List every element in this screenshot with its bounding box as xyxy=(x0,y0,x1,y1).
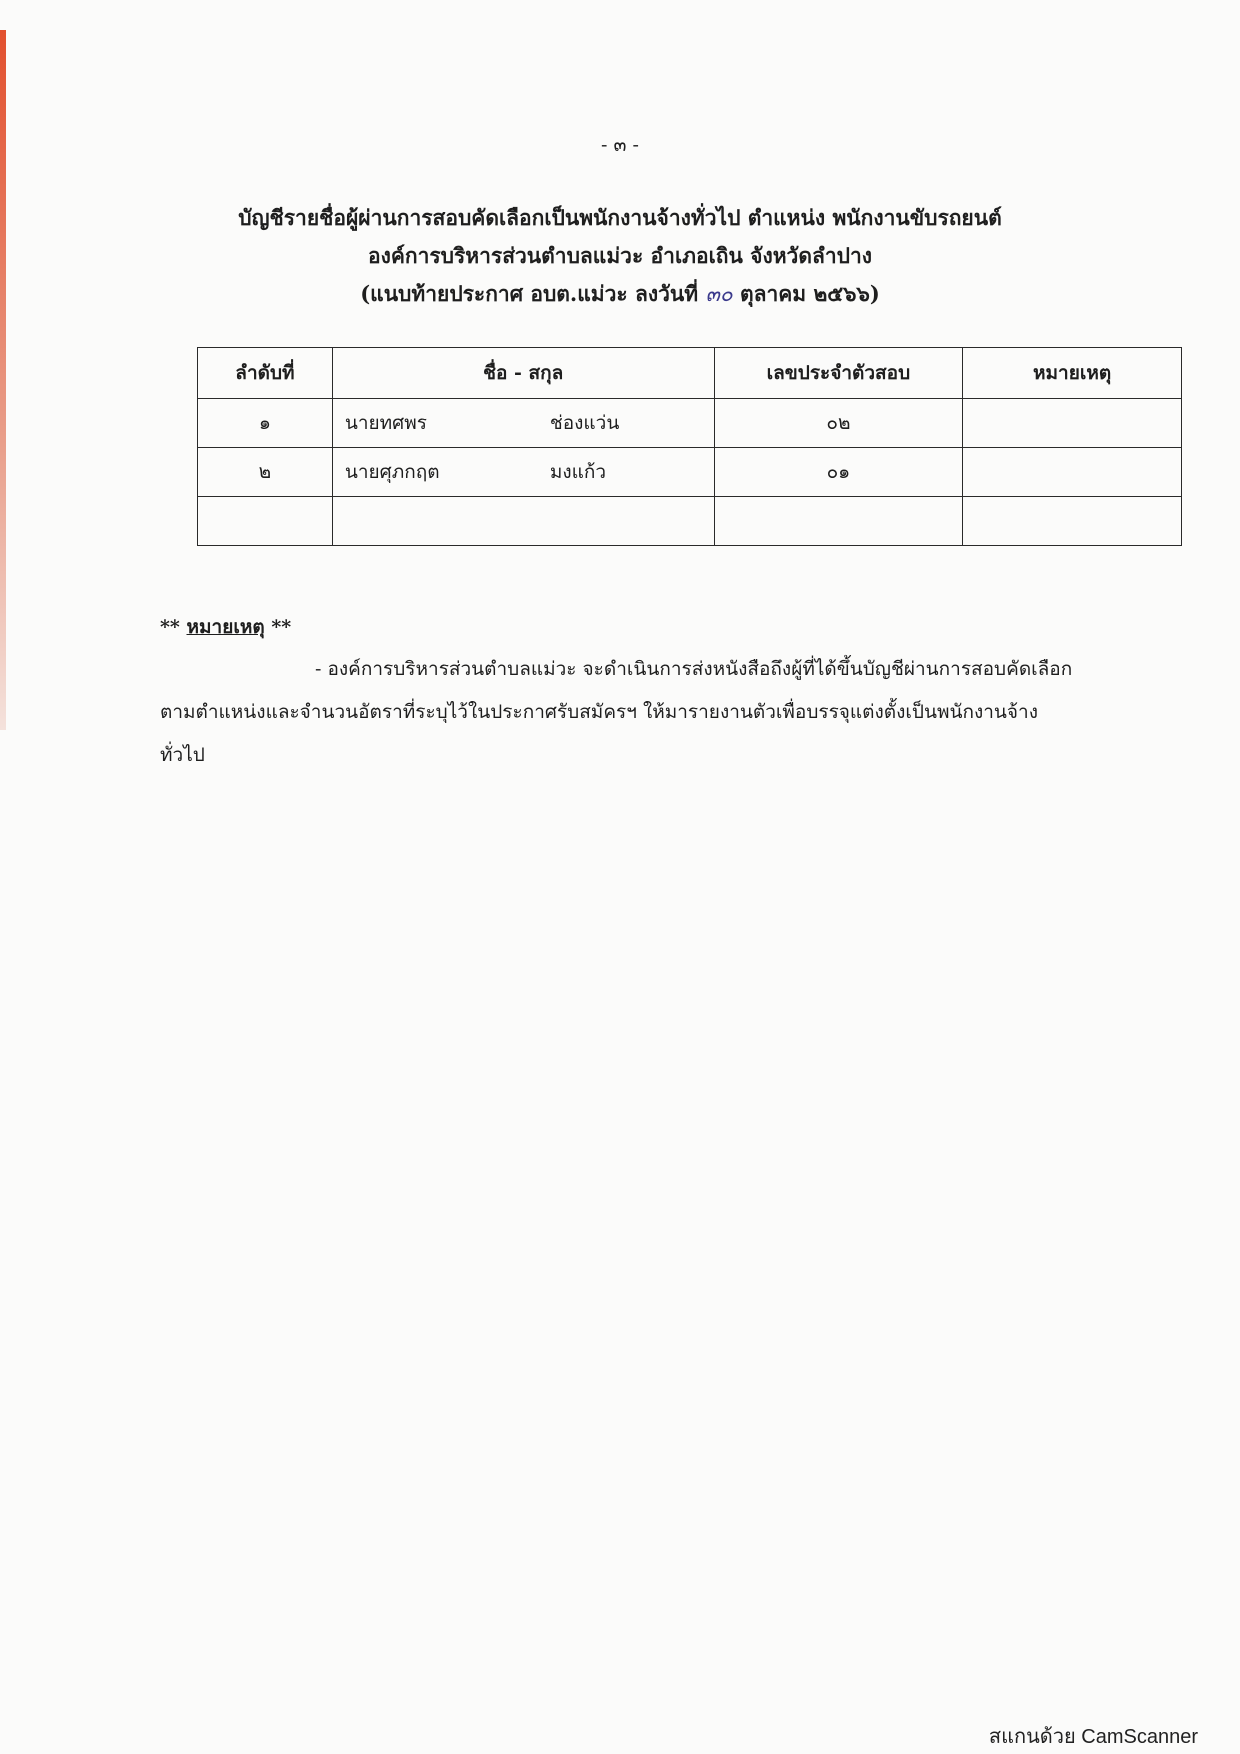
table-row xyxy=(198,448,1182,497)
document-title: บัญชีรายชื่อผู้ผ่านการสอบคัดเลือกเป็นพนักงานจ้างทั่วไป ตำแหน่ง พนักงานขับรถยนต์ xyxy=(238,205,1002,230)
table-header-row xyxy=(198,348,1182,399)
page-number: - ๓ - xyxy=(601,134,639,156)
header-order: ลำดับที่ xyxy=(198,348,333,399)
row-exam-id: ๐๑ xyxy=(714,448,963,497)
row-exam-id: ๐๒ xyxy=(714,399,963,448)
row-name xyxy=(332,448,714,497)
note-title: หมายเหตุ xyxy=(186,616,265,638)
first-name: นายทศพร xyxy=(344,412,427,434)
header-remark: หมายเหตุ xyxy=(963,348,1182,399)
table-row xyxy=(198,399,1182,448)
results-table xyxy=(197,347,1182,546)
handwritten-day: ๓๐ xyxy=(705,282,733,306)
row-remark xyxy=(963,448,1182,497)
organization-line: องค์การบริหารส่วนตำบลแม่วะ อำเภอเถิน จังหวัดลำปาง xyxy=(367,243,873,268)
announcement-date-line xyxy=(0,278,1240,311)
date-suffix: ตุลาคม ๒๕๖๖) xyxy=(739,281,880,306)
table-row-empty xyxy=(198,497,1182,546)
scanner-watermark: สแกนด้วย CamScanner xyxy=(988,1726,1198,1748)
first-name: นายศุภกฤต xyxy=(344,461,440,483)
row-name xyxy=(332,399,714,448)
header-exam-id: เลขประจำตัวสอบ xyxy=(714,348,963,399)
date-prefix: (แนบท้ายประกาศ อบต.แม่วะ ลงวันที่ xyxy=(360,281,699,306)
note-line-3: ทั่วไป xyxy=(160,744,205,766)
note-line-2: ตามตำแหน่งและจำนวนอัตราที่ระบุไว้ในประกาศรับสมัครฯ ให้มารายงานตัวเพื่อบรรจุแต่งตั้งเป็นพนักงานจ้าง xyxy=(160,701,1038,723)
last-name: มงแก้ว xyxy=(549,461,607,483)
header-name: ชื่อ - สกุล xyxy=(332,348,714,399)
note-body xyxy=(160,648,1160,777)
last-name: ช่องแว่น xyxy=(549,412,620,434)
note-stars-right: ** xyxy=(271,616,292,638)
note-stars-left: ** xyxy=(160,616,180,638)
row-order: ๒ xyxy=(198,448,333,497)
row-remark xyxy=(963,399,1182,448)
row-order: ๑ xyxy=(198,399,333,448)
note-line-1: - องค์การบริหารส่วนตำบลแม่วะ จะดำเนินการส่งหนังสือถึงผู้ที่ได้ขึ้นบัญชีผ่านการสอบคัดเลือก xyxy=(315,658,1073,680)
note-heading xyxy=(160,612,291,642)
